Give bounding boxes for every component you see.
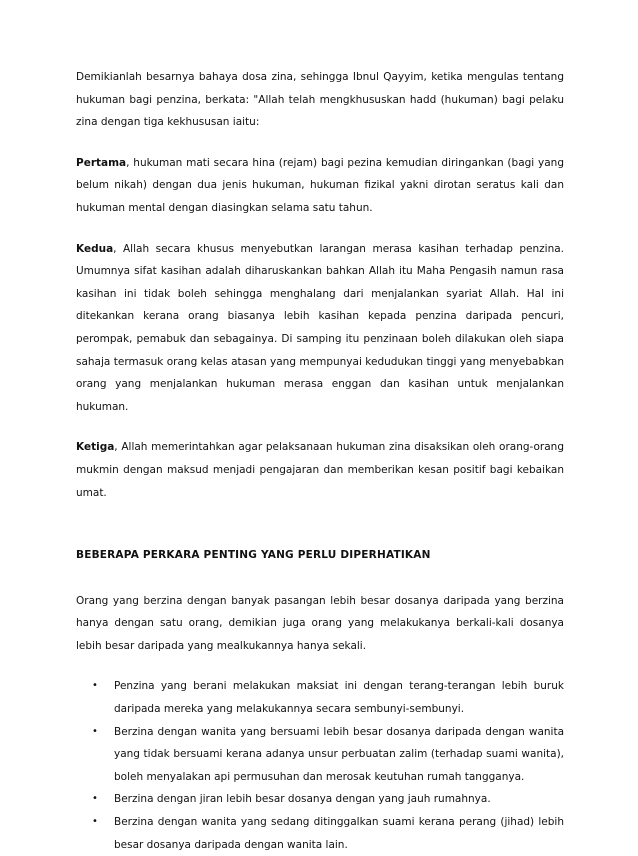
bullet-icon: •	[92, 725, 98, 737]
paragraph-kedua	[76, 238, 564, 419]
bullet-icon: •	[92, 816, 98, 828]
list-item-text: Berzina dengan jiran lebih besar dosanya dengan yang jauh rumahnya.	[114, 793, 491, 806]
paragraph-lead-pertama: Pertama	[76, 156, 127, 169]
section-heading: BEBERAPA PERKARA PENTING YANG PERLU DIPERHATIKAN	[76, 549, 431, 562]
spacer	[76, 504, 564, 544]
spacer	[76, 657, 564, 675]
paragraph-ketiga	[76, 436, 564, 504]
spacer	[76, 418, 564, 436]
paragraph-lead-kedua: Kedua	[76, 242, 114, 255]
paragraph-text-kedua: , Allah secara khusus menyebutkan larangan merasa kasihan terhadap penzina. Umumnya sifat kasihan adalah diharuskankan bahkan Allah itu Maha Pengasih namun rasa kasihan ini tidak boleh sehingga menghalang dari menjalankan syariat Allah. Hal ini ditekankan kerana orang biasanya lebih kasihan kepada penzina daripada pencuri, perompak, pemabuk dan sebagainya. Di samping itu penzinaan boleh dilakukan oleh siapa sahaja termasuk orang kelas atasan yang mempunyai kedudukan tinggi yang menyebabkan orang yang menjalankan hukuman merasa enggan dan kasihan untuk menjalankan hukuman.	[76, 242, 564, 413]
list-item	[76, 675, 564, 720]
spacer	[76, 134, 564, 152]
list-item-text: Berzina dengan wanita yang bersuami lebih besar dosanya daripada dengan wanita yang tidak bersuami kerana adanya unsur perbuatan zalim (terhadap suami wanita), boleh menyalakan api permusuhan dan merosak keutuhan rumah tangganya.	[114, 725, 564, 783]
paragraph-pertama	[76, 152, 564, 220]
list-item-text: Penzina yang berani melakukan maksiat ini dengan terang-terangan lebih buruk daripada mereka yang melakukannya secara sembunyi-sembunyi.	[114, 680, 564, 716]
paragraph-text-ketiga: , Allah memerintahkan agar pelaksanaan hukuman zina disaksikan oleh orang-orang mukmin dengan maksud menjadi pengajaran dan memberikan kesan positif bagi kebaikan umat.	[76, 441, 564, 499]
paragraph-orang-yang-berzina: Orang yang berzina dengan banyak pasangan lebih besar dosanya daripada yang berzina hanya dengan satu orang, demikian juga orang yang melakukanya berkali-kali dosanya lebih besar daripada yang mealkukannya hanya sekali.	[76, 594, 564, 652]
bullet-icon: •	[92, 680, 98, 692]
document-page	[76, 66, 564, 856]
list-item	[76, 788, 564, 811]
spacer	[76, 567, 564, 590]
paragraph-text-pertama: , hukuman mati secara hina (rejam) bagi pezina kemudian diringankan (bagi yang belum nikah) dengan dua jenis hukuman, hukuman fizikal yakni dirotan seratus kali dan hukuman mental dengan diasingkan selama satu tahun.	[76, 156, 564, 214]
list-item-text: Berzina dengan wanita yang sedang ditinggalkan suami kerana perang (jihad) lebih besar dosanya daripada dengan wanita lain.	[114, 816, 564, 851]
list-item	[76, 721, 564, 789]
bullet-icon: •	[92, 793, 98, 805]
bullet-list	[76, 675, 564, 856]
list-item	[76, 811, 564, 856]
spacer	[76, 220, 564, 238]
paragraph-lead-ketiga: Ketiga	[76, 441, 115, 454]
paragraph-intro: Demikianlah besarnya bahaya dosa zina, sehingga Ibnul Qayyim, ketika mengulas tentang hukuman bagi penzina, berkata: "Allah telah mengkhususkan hadd (hukuman) bagi pelaku zina dengan tiga kekhususan iaitu:	[76, 71, 564, 129]
